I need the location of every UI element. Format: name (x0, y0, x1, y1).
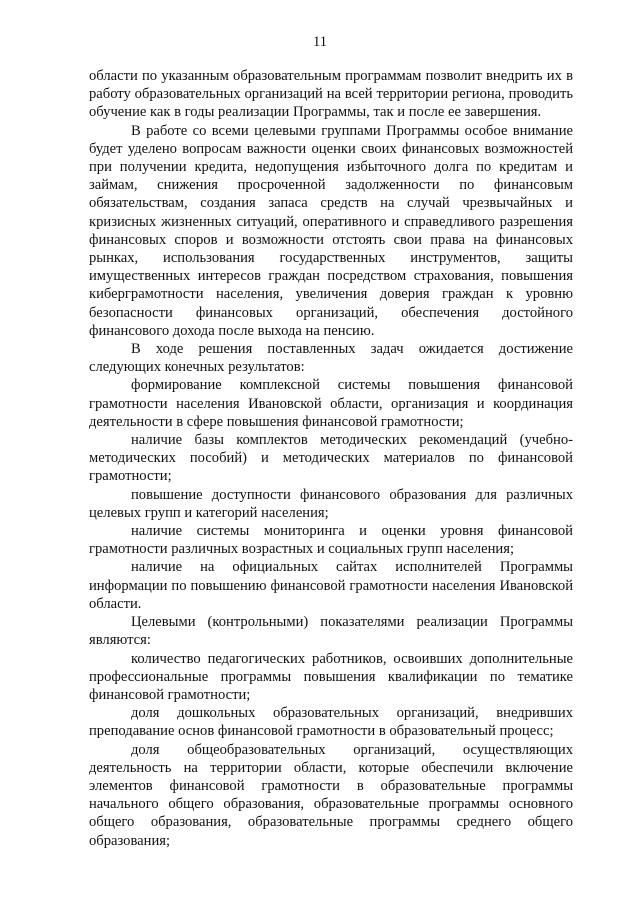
paragraph-5: наличие базы комплектов методических рекомендаций (учебно-методических пособий) и методических материалов по финансовой грамотности; (89, 432, 573, 485)
paragraph-3: В ходе решения поставленных задач ожидается достижение следующих конечных результатов: (89, 341, 573, 376)
paragraph-7: наличие системы мониторинга и оценки уровня финансовой грамотности различных возрастных и социальных групп населения; (89, 523, 573, 558)
page-number: 11 (313, 34, 327, 50)
paragraph-2: В работе со всеми целевыми группами Программы особое внимание будет уделено вопросам важности оценки своих финансовых возможностей при получении кредита, недопущения избыточного долга по кредитам и займам, снижения просроченной задолженности по финансовым обязательствам, создания запаса средств на случай чрезвычайных и кризисных жизненных ситуаций, оперативного и справедливого разрешения финансовых споров и возможности отстоять свои права на финансовых рынках, использования государственных инструментов, защиты имущественных интересов граждан посредством страхования, повышения киберграмотности населения, увеличения доверия граждан к уровню безопасности финансовых организаций, обеспечения достойного финансового дохода после выхода на пенсию. (89, 122, 573, 339)
paragraph-1: области по указанным образовательным программам позволит внедрить их в работу образовательных организаций на всей территории региона, проводить обучение как в годы реализации Программы, так и после ее завершения. (89, 68, 573, 121)
paragraph-8: наличие на официальных сайтах исполнителей Программы информации по повышению финансовой грамотности населения Ивановской области. (89, 559, 573, 612)
paragraph-4: формирование комплексной системы повышения финансовой грамотности населения Ивановской области, организация и координация деятельности в сфере повышения финансовой грамотности; (89, 377, 573, 430)
paragraph-11: доля дошкольных образовательных организаций, внедривших преподавание основ финансовой грамотности в образовательный процесс; (89, 705, 573, 740)
paragraph-12: доля общеобразовательных организаций, осуществляющих деятельность на территории области, которые обеспечили включение элементов финансовой грамотности в образовательные программы начального общего образования, образовательные программы основного общего образования, образовательные программы среднего общего образования; (89, 741, 573, 849)
document-body (89, 67, 573, 850)
paragraph-6: повышение доступности финансового образования для различных целевых групп и категорий населения; (89, 486, 573, 521)
paragraph-10: количество педагогических работников, освоивших дополнительные профессиональные программы повышения квалификации по тематике финансовой грамотности; (89, 650, 573, 703)
paragraph-9: Целевыми (контрольными) показателями реализации Программы являются: (89, 614, 573, 649)
